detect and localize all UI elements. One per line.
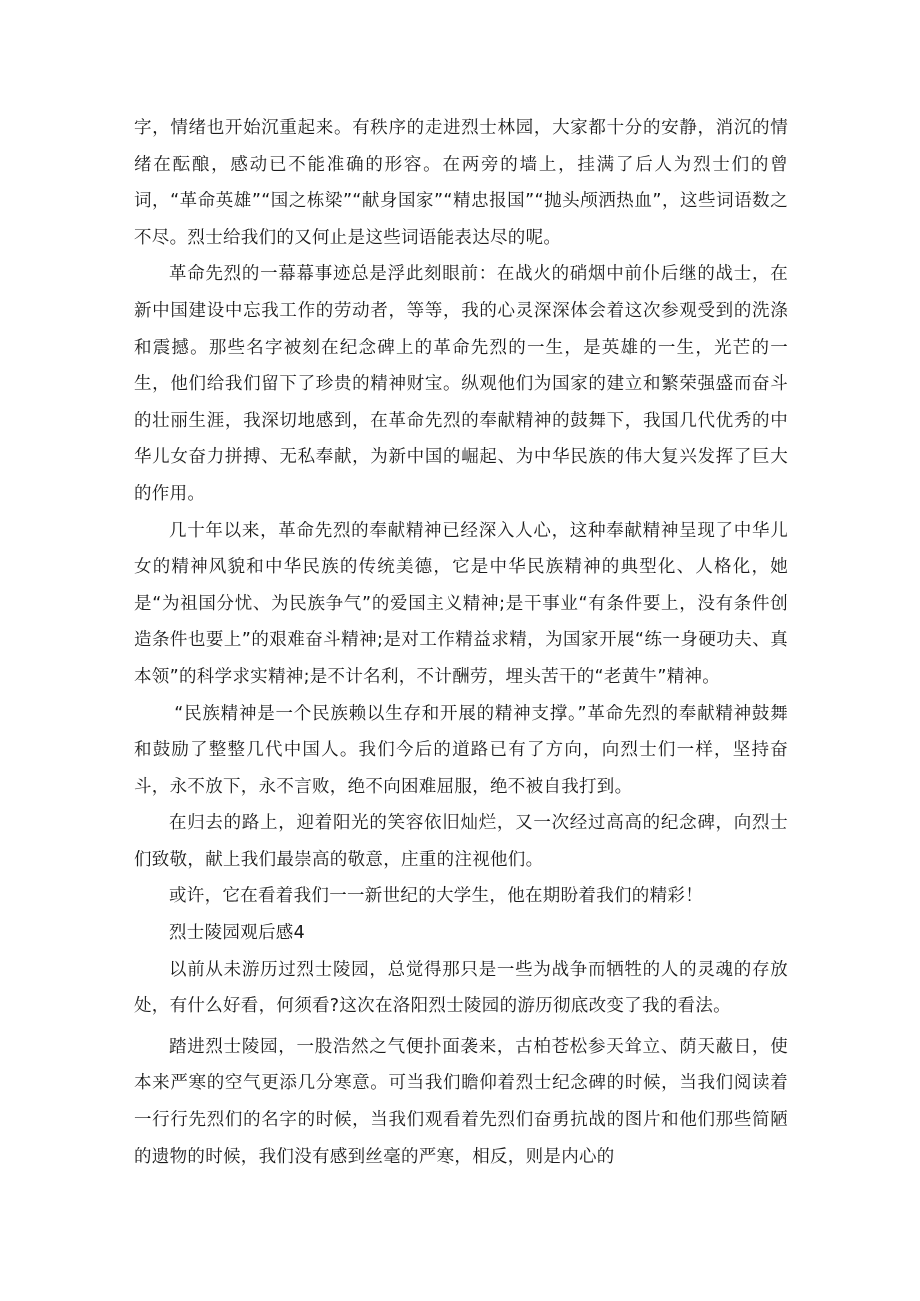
paragraph-return-journey: 在归去的路上，迎着阳光的笑容依旧灿烂，又一次经过高高的纪念碑，向烈士们致敬，献上我们最崇高的敬意，庄重的注视他们。 (134, 813, 788, 870)
paragraph-perhaps: 或许，它在看着我们一一新世纪的大学生，他在期盼着我们的精彩！ (169, 886, 703, 907)
section-heading: 烈士陵园观后感4 (169, 923, 306, 944)
paragraph-continuation: 字，情绪也开始沉重起来。有秩序的走进烈士林园，大家都十分的安静，消沉的情绪在酝酿，感动已不能准确的形容。在两旁的墙上，挂满了后人为烈士们的曾词，“革命英雄”“国之栋梁”“献身国家”“精忠报国”“抛头颅洒热血”，这些词语数之不尽。烈士给我们的又何止是这些词语能表达尽的呢。 (134, 118, 788, 248)
paragraph-entering-cemetery: 踏进烈士陵园，一股浩然之气便扑面袭来，古柏苍松参天耸立、荫天蔽日，使本来严寒的空气更添几分寒意。可当我们瞻仰着烈士纪念碑的时候，当我们阅读着一行行先烈们的名字的时候，当我们观看着先烈们奋勇抗战的图片和他们那些简陋的遗物的时候，我们没有感到丝毫的严寒，相反，则是内心的 (134, 1036, 788, 1167)
paragraph-national-spirit: “民族精神是一个民族赖以生存和开展的精神支撑。”革命先烈的奉献精神鼓舞和鼓励了整整几代中国人。我们今后的道路已有了方向，向烈士们一样，坚持奋斗，永不放下，永不言败，绝不向困难屈服，绝不被自我打到。 (134, 703, 788, 797)
paragraph-dedication-spirit: 几十年以来，革命先烈的奉献精神已经深入人心，这种奉献精神呈现了中华儿女的精神风貌和中华民族的传统美德，它是中华民族精神的典型化、人格化，她是“为祖国分忧、为民族争气”的爱国主义精神;是干事业“有条件要上，没有条件创造条件也要上”的艰难奋斗精神;是对工作精益求精，为国家开展“练一身硬功夫、真本领”的科学求实精神;是不计名利，不计酬劳，埋头苦干的“老黄牛”精神。 (134, 520, 788, 687)
paragraph-never-visited: 以前从未游历过烈士陵园，总觉得那只是一些为战争而牺牲的人的灵魂的存放处，有什么好看，何须看?这次在洛阳烈士陵园的游历彻底改变了我的看法。 (134, 959, 788, 1017)
document-body (134, 110, 788, 1175)
paragraph-revolutionary-deeds: 革命先烈的一幕幕事迹总是浮此刻眼前：在战火的硝烟中前仆后继的战士，在新中国建设中忘我工作的劳动者，等等，我的心灵深深体会着这次参观受到的洗涤和震撼。那些名字被刻在纪念碑上的革命先烈的一生，是英雄的一生，光芒的一生，他们给我们留下了珍贵的精神财宝。纵观他们为国家的建立和繁荣强盛而奋斗的壮丽生涯，我深切地感到，在革命先烈的奉献精神的鼓舞下，我国几代优秀的中华儿女奋力拼搏、无私奉献，为新中国的崛起、为中华民族的伟大复兴发挥了巨大的作用。 (134, 264, 788, 504)
